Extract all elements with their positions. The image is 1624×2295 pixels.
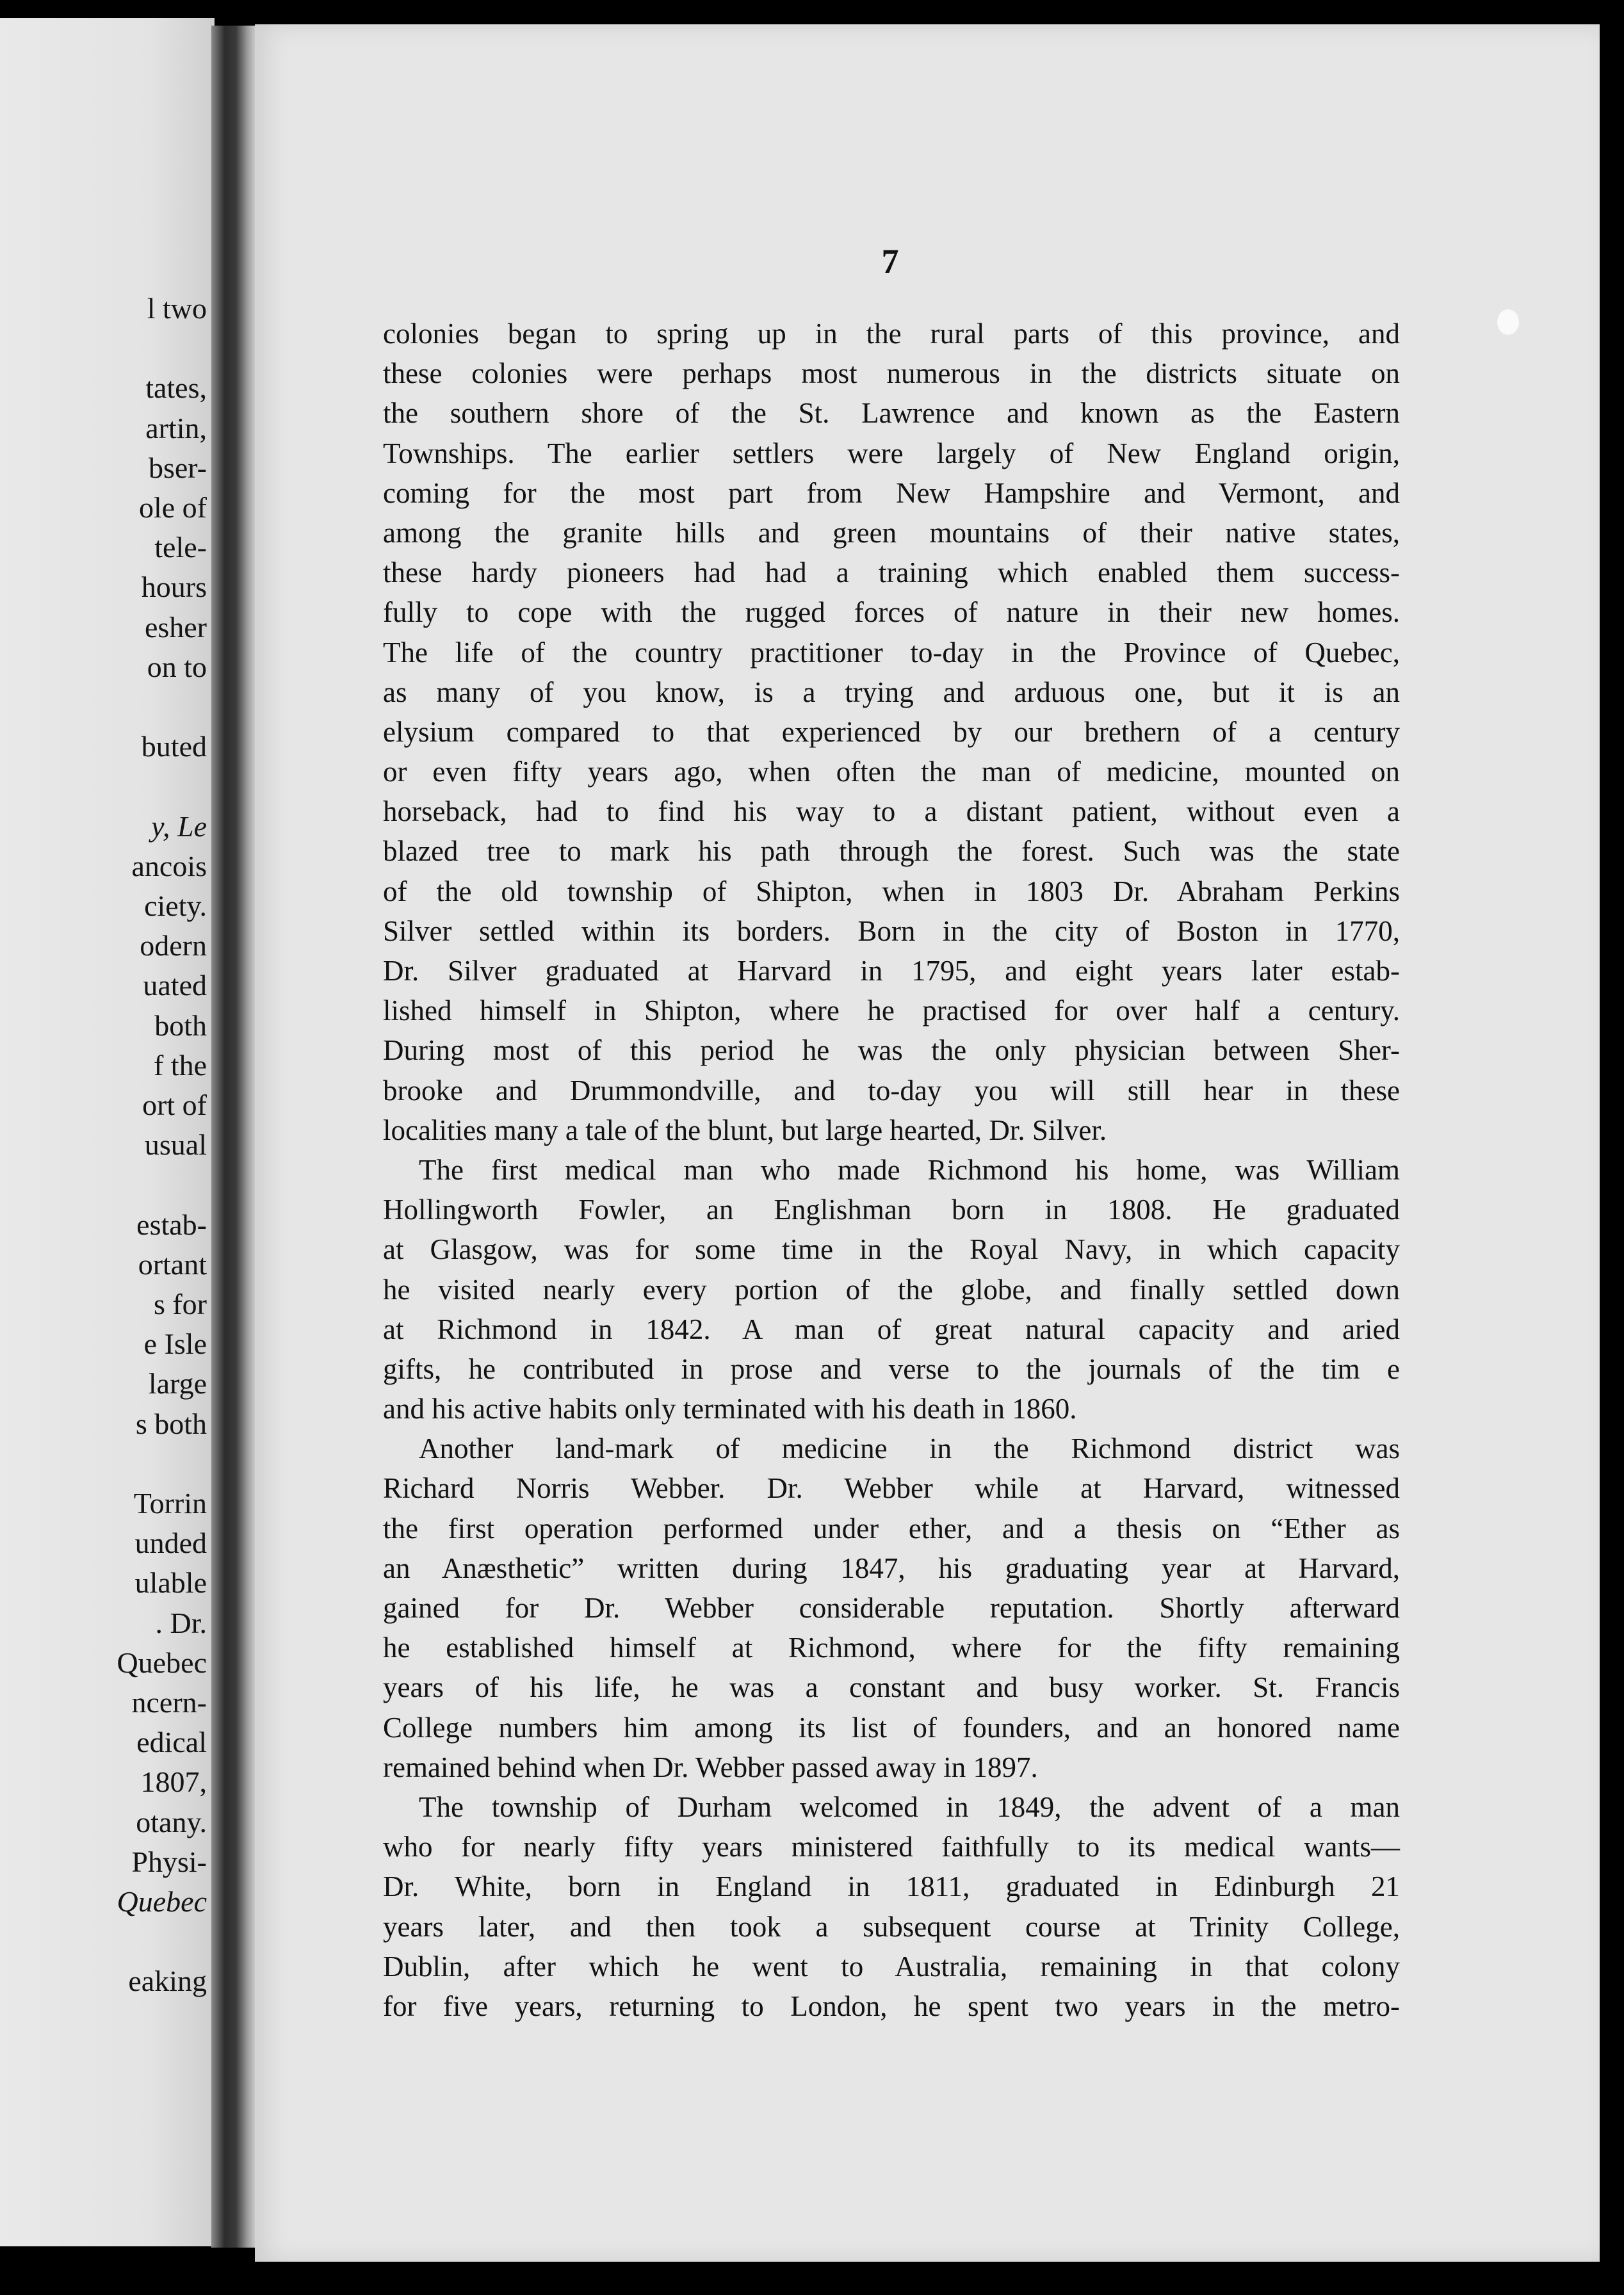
left-page-fragment: Physi- [131,1845,207,1878]
left-page-fragment: 1807, [140,1765,207,1799]
left-page-fragment: ulable [134,1566,207,1600]
body-text-line: and his active habits only terminated with his death in 1860. [383,1393,1077,1425]
left-page-fragment: large [148,1367,207,1400]
left-page [0,18,215,2246]
body-text-line: gifts, he contributed in prose and verse to the journals of the tim e [383,1352,1400,1385]
left-page-fragment: on to [147,650,207,683]
body-text-line: coming for the most part from New Hampshire and Vermont, and [383,476,1400,509]
body-text-line: these colonies were perhaps most numerous in the districts situate on [383,357,1400,390]
body-text-line: Richard Norris Webber. Dr. Webber while at Harvard, witnessed [383,1472,1400,1505]
body-text-line: remained behind when Dr. Webber passed away in 1897. [383,1751,1038,1783]
left-page-fragment: e Isle [143,1327,207,1361]
left-page-fragment: tates, [145,371,207,405]
body-text-line: among the granite hills and green mountains of their native states, [383,516,1400,549]
left-page-fragment: ciety. [144,889,207,922]
body-text-line: College numbers him among its list of founders, and an honored name [383,1711,1400,1744]
left-page-fragment: hours [141,571,207,604]
scan-speck [1497,309,1519,335]
left-page-fragment: l two [147,292,207,325]
left-page-fragment: y, Le [151,809,207,843]
body-text-line: at Richmond in 1842. A man of great natural capacity and aried [383,1313,1400,1345]
left-page-fragment: estab- [136,1208,207,1241]
left-page-fragment: bser- [148,451,207,484]
left-page-fragment: Quebec [117,1885,207,1918]
body-text-line: he established himself at Richmond, where for the fifty remaining [383,1632,1400,1664]
body-text-line: horseback, had to find his way to a distant patient, without even a [383,795,1400,828]
left-page-fragment: odern [140,929,207,962]
body-text-line: of the old township of Shipton, when in 1803 Dr. Abraham Perkins [383,875,1400,907]
body-text-line: lished himself in Shipton, where he practised for over half a century. [383,994,1400,1027]
body-text-line: The life of the country practitioner to-day in the Province of Quebec, [383,636,1400,669]
left-page-fragment: s for [153,1288,207,1320]
left-page-fragment: usual [144,1128,207,1162]
body-text-line: Townships. The earlier settlers were largely of New England origin, [383,437,1400,469]
left-page-fragment: Quebec [117,1646,207,1679]
left-page-fragment: ole of [138,491,207,524]
left-page-fragment: ancois [131,849,207,882]
book-gutter [211,26,256,2248]
left-page-fragment: tele- [154,531,207,564]
body-text-line: During most of this period he was the only physician between Sher- [383,1034,1400,1067]
left-page-fragment: ncern- [131,1686,207,1719]
body-text-line: at Glasgow, was for some time in the Royal Navy, in which capacity [383,1233,1400,1266]
left-page-fragment: ortant [138,1247,207,1281]
body-text-line: Dublin, after which he went to Australia, remaining in that colony [383,1950,1400,1983]
body-text-line: he visited nearly every portion of the globe, and finally settled down [383,1273,1400,1306]
body-text-line: as many of you know, is a trying and arduous one, but it is an [383,676,1400,708]
left-page-fragment: otany. [136,1805,207,1838]
body-text-line: the first operation performed under ether, and a thesis on “Ether as [383,1512,1400,1545]
body-text-line: Another land-mark of medicine in the Richmond district was [419,1432,1400,1465]
body-text-line: Silver settled within its borders. Born in the city of Boston in 1770, [383,914,1400,947]
left-page-fragment: esher [144,610,207,644]
left-page-fragment: unded [134,1527,207,1560]
body-text-line: for five years, returning to London, he spent two years in the metro- [383,1990,1400,2022]
body-text-line: or even fifty years ago, when often the man of medicine, mounted on [383,756,1400,788]
body-text-line: blazed tree to mark his path through the forest. Such was the state [383,835,1400,868]
body-text-line: Dr. White, born in England in 1811, graduated in Edinburgh 21 [383,1870,1400,1903]
body-text-line: The township of Durham welcomed in 1849, the advent of a man [419,1790,1400,1823]
left-page-fragment: s both [135,1407,207,1440]
body-text-line: years later, and then took a subsequent course at Trinity College, [383,1910,1400,1943]
body-text-line: brooke and Drummondville, and to-day you will still hear in these [383,1074,1400,1107]
body-text-line: Hollingworth Fowler, an Englishman born in 1808. He graduated [383,1194,1400,1226]
body-text-line: elysium compared to that experienced by our brethern of a century [383,715,1400,748]
body-text-line: localities many a tale of the blunt, but large hearted, Dr. Silver. [383,1114,1107,1146]
body-text-line: these hardy pioneers had had a training which enabled them success- [383,556,1400,589]
page-number: 7 [881,242,899,280]
left-page-fragment: edical [136,1726,207,1759]
body-text-line: an Anæsthetic” written during 1847, his graduating year at Harvard, [383,1552,1400,1584]
body-text-line: who for nearly fifty years ministered faithfully to its medical wants— [383,1831,1400,1863]
left-page-fragment: uated [143,969,207,1002]
body-text-line: Dr. Silver graduated at Harvard in 1795, and eight years later estab- [383,955,1400,987]
body-text-line: the southern shore of the St. Lawrence and known as the Eastern [383,397,1400,430]
left-page-fragment: buted [141,730,207,763]
body-text-line: fully to cope with the rugged forces of nature in their new homes. [383,596,1400,629]
body-text [383,314,1400,2026]
body-text-line: The first medical man who made Richmond his home, was William [419,1153,1400,1186]
left-page-fragment: f the [153,1048,207,1082]
left-page-fragment: both [154,1009,207,1042]
body-text-line: gained for Dr. Webber considerable reputation. Shortly afterward [383,1592,1400,1624]
body-text-line: years of his life, he was a constant and busy worker. St. Francis [383,1671,1400,1704]
left-page-fragment: . Dr. [155,1606,207,1639]
left-page-fragment: eaking [128,1965,207,1998]
left-page-fragment: artin, [145,411,207,444]
body-text-line: colonies began to spring up in the rural parts of this province, and [383,318,1400,350]
left-page-fragment: Torrin [133,1487,207,1520]
left-page-fragment: ort of [142,1089,207,1121]
